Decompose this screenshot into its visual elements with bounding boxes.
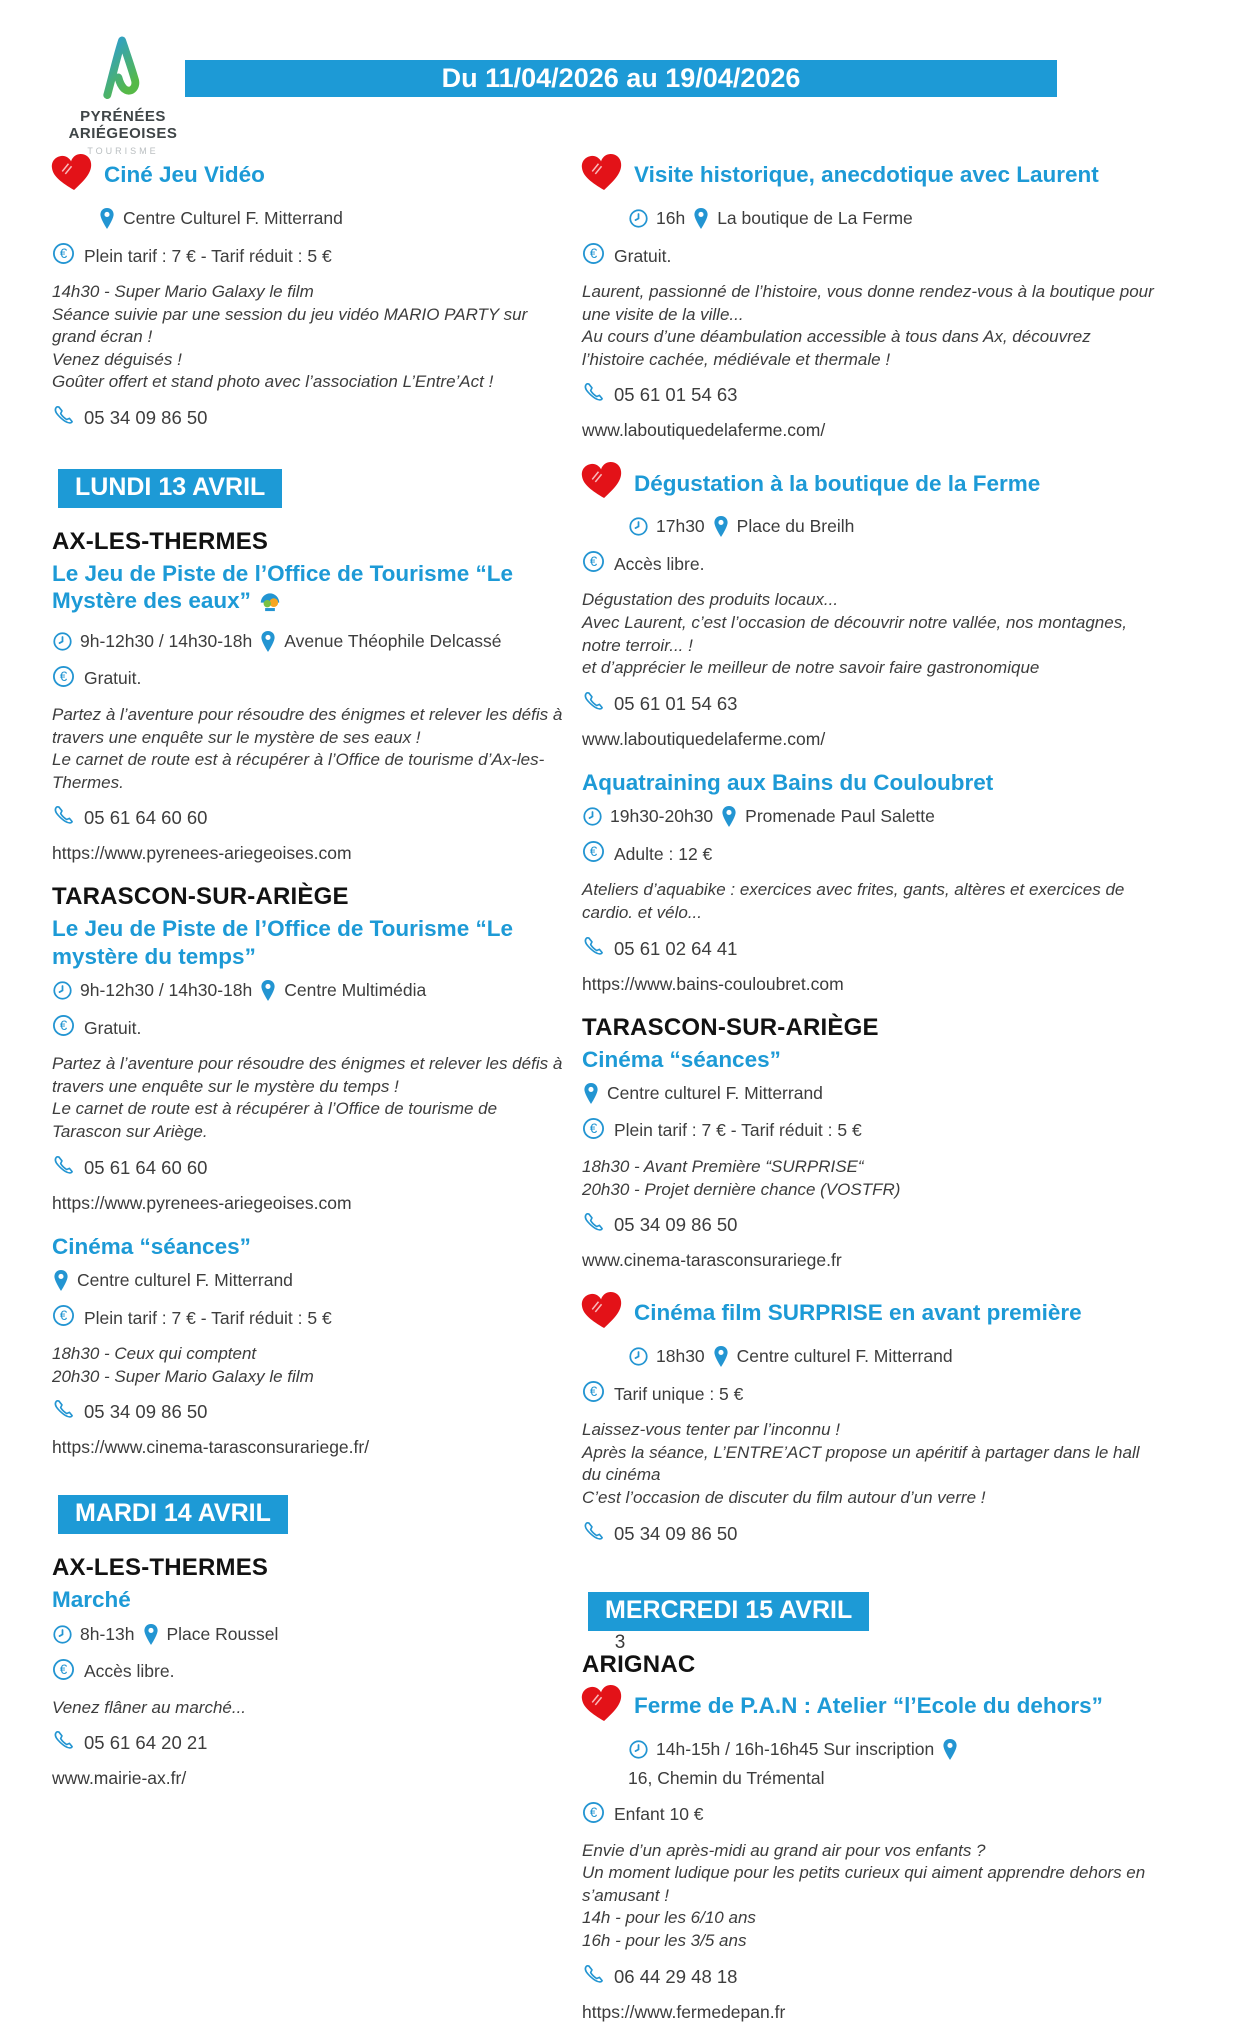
event-phone — [52, 1154, 564, 1182]
clock-icon — [628, 1739, 649, 1760]
heart-icon — [578, 458, 628, 508]
event-title: Cinéma film SURPRISE en avant première — [634, 1300, 1082, 1326]
event-title-row — [52, 560, 564, 621]
event-description-line: 18h30 - Avant Première “SURPRISE“ — [582, 1156, 864, 1176]
event-title: Le Jeu de Piste de l’Office de Tourisme “Le Mystère des eaux” — [52, 560, 564, 621]
event-description-line: Partez à l’aventure pour résoudre des énigmes et relever les défis à travers une enquête sur le mystère de ses eaux ! — [52, 704, 563, 747]
event-time-location — [582, 1082, 1156, 1105]
event-url: www.laboutiquedelaferme.com/ — [582, 420, 826, 441]
event-block — [52, 560, 564, 864]
event-url: https://www.bains-couloubret.com — [582, 973, 844, 994]
event-time-location — [628, 1738, 1156, 1789]
event-price-text: Enfant 10 € — [614, 1804, 704, 1825]
day-banner: MERCREDI 15 AVRIL — [588, 1592, 869, 1631]
event-time-location — [98, 207, 564, 230]
event-phone — [52, 404, 564, 432]
phone-icon — [582, 935, 605, 963]
phone-number: 05 61 64 60 60 — [84, 1156, 208, 1178]
clock-icon — [628, 516, 649, 537]
phone-number: 05 61 64 60 60 — [84, 807, 208, 829]
event-location: Place Roussel — [166, 1623, 279, 1644]
event-description — [582, 1419, 1156, 1509]
event-price-text: Gratuit. — [84, 1017, 142, 1038]
event-time-location — [628, 1345, 1156, 1368]
event-title-row — [52, 152, 564, 198]
euro-icon — [52, 1304, 75, 1332]
event-title-row — [582, 460, 1156, 506]
event-price-text: Gratuit. — [614, 245, 672, 266]
phone-icon — [582, 1963, 605, 1991]
event-block — [52, 1586, 564, 1789]
event-phone — [52, 1398, 564, 1426]
event-phone — [582, 1963, 1156, 1991]
event-block — [52, 1233, 564, 1459]
day-banner-wrap — [52, 1477, 564, 1542]
page-number: 3 — [614, 1632, 626, 1653]
event-description-line: Partez à l’aventure pour résoudre des énigmes et relever les défis à travers une enquête sur le mystère du temps ! — [52, 1054, 563, 1096]
location-pin-icon — [98, 207, 116, 230]
event-price-text: Plein tarif : 7 € - Tarif réduit : 5 € — [614, 1120, 862, 1141]
event-price — [582, 1380, 1156, 1408]
svg-text:€: € — [589, 246, 598, 262]
euro-icon — [582, 840, 605, 868]
event-time-location — [52, 979, 564, 1002]
svg-text:€: € — [589, 1121, 598, 1137]
phone-icon — [52, 404, 75, 432]
phone-icon — [582, 381, 605, 409]
event-location: Centre Multimédia — [284, 980, 427, 1001]
event-time: 9h-12h30 / 14h30-18h — [80, 630, 253, 651]
event-description — [52, 281, 564, 394]
heart-icon — [48, 150, 98, 200]
event-time: 19h30-20h30 — [610, 806, 714, 827]
svg-text:€: € — [589, 554, 598, 570]
event-description-line: C’est l’occasion de discuter du film autour d’un verre ! — [582, 1488, 986, 1508]
location-pin-icon — [720, 805, 738, 828]
euro-icon — [582, 1117, 605, 1145]
event-time: 17h30 — [656, 516, 705, 537]
phone-number: 06 44 29 48 18 — [614, 1965, 738, 1987]
event-location: Avenue Théophile Delcassé — [284, 630, 502, 651]
event-time-location — [52, 1269, 564, 1292]
event-title: Cinéma “séances” — [52, 1233, 251, 1259]
event-description — [52, 704, 564, 794]
event-description-line: Au cours d’une déambulation accessible à tous dans Ax, découvrez l’histoire cachée, médiévale et thermale ! — [582, 327, 1091, 369]
event-phone — [582, 690, 1156, 718]
event-description-line: Envie d’un après-midi au grand air pour vos enfants ? — [582, 1840, 986, 1860]
event-price-text: Plein tarif : 7 € - Tarif réduit : 5 € — [84, 245, 332, 266]
euro-icon — [582, 1380, 605, 1408]
event-title: Dégustation à la boutique de la Ferme — [634, 470, 1041, 496]
euro-icon — [582, 1801, 605, 1829]
event-price-text: Accès libre. — [614, 553, 705, 574]
event-title: Ciné Jeu Vidéo — [104, 162, 265, 188]
logo-text-line1: PYRÉNÉES — [80, 108, 166, 125]
event-location: 16, Chemin du Trémental — [628, 1767, 825, 1788]
city-heading: AX-LES-THERMES — [52, 1554, 269, 1582]
event-url: www.laboutiquedelaferme.com/ — [582, 728, 826, 749]
event-url: www.cinema-tarasconsurariege.fr — [582, 1250, 842, 1271]
event-price — [582, 1117, 1156, 1145]
event-block — [582, 152, 1156, 441]
event-title-row — [582, 1046, 1156, 1073]
city-heading: AX-LES-THERMES — [52, 528, 269, 556]
event-price — [52, 1658, 564, 1686]
phone-number: 05 61 01 54 63 — [614, 384, 738, 406]
event-title-row — [582, 1290, 1156, 1336]
event-description-line: Dégustation des produits locaux... — [582, 590, 839, 610]
event-url: https://www.cinema-tarasconsurariege.fr/ — [52, 1437, 370, 1458]
event-description-line: 20h30 - Projet dernière chance (VOSTFR) — [582, 1179, 901, 1199]
phone-icon — [582, 1520, 605, 1548]
euro-icon — [52, 1014, 75, 1042]
event-title: Le Jeu de Piste de l’Office de Tourisme “Le mystère du temps” — [52, 916, 513, 969]
event-block — [582, 769, 1156, 995]
event-location: Centre Culturel F. Mitterrand — [123, 208, 343, 228]
event-description-line: Le carnet de route est à récupérer à l’Office de tourisme de Tarascon sur Ariège. — [52, 1099, 498, 1142]
event-title-row — [52, 915, 564, 970]
event-description-line: 14h30 - Super Mario Galaxy le film — [52, 282, 314, 301]
svg-text:€: € — [59, 246, 68, 262]
event-location: Centre culturel F. Mitterrand — [607, 1082, 823, 1103]
city-heading: TARASCON-SUR-ARIÈGE — [52, 883, 349, 911]
event-description-line: Après la séance, L’ENTRE’ACT propose un apéritif à partager dans le hall du cinéma — [582, 1442, 1140, 1485]
city-heading: TARASCON-SUR-ARIÈGE — [582, 1013, 879, 1041]
event-description-line: Goûter offert et stand photo avec l’association L’Entre’Act ! — [52, 372, 494, 392]
event-description — [582, 1156, 1156, 1201]
event-phone — [52, 804, 564, 832]
phone-icon — [52, 1154, 75, 1182]
clock-icon — [52, 980, 73, 1001]
event-time: 16h — [656, 208, 686, 228]
phone-icon — [52, 1729, 75, 1757]
clock-icon — [628, 1346, 649, 1367]
event-description — [582, 589, 1156, 679]
event-badge-icon — [257, 594, 283, 619]
event-title-row — [582, 1683, 1156, 1729]
location-pin-icon — [692, 207, 710, 230]
event-phone — [582, 1520, 1156, 1548]
event-url: https://www.fermedepan.fr — [582, 2001, 786, 2022]
location-pin-icon — [712, 515, 730, 538]
event-time: 18h30 — [656, 1346, 705, 1367]
event-location: Place du Breilh — [736, 516, 855, 537]
event-title-row — [52, 1233, 564, 1260]
event-title-row — [52, 1586, 564, 1613]
event-phone — [582, 1211, 1156, 1239]
event-description-line: Ateliers d’aquabike : exercices avec frites, gants, altères et exercices de cardio. et vélo... — [582, 880, 1125, 922]
event-block — [582, 1046, 1156, 1272]
event-description — [582, 879, 1156, 924]
event-title: Ferme de P.A.N : Atelier “l’Ecole du dehors” — [634, 1692, 1103, 1718]
event-description-line: Un moment ludique pour les petits curieux qui aiment apprendre dehors en s’amusant ! — [582, 1863, 1146, 1905]
phone-number: 05 34 09 86 50 — [614, 1522, 738, 1544]
event-location: Centre culturel F. Mitterrand — [736, 1346, 953, 1367]
event-block — [582, 1683, 1156, 2023]
phone-number: 05 61 02 64 41 — [614, 937, 738, 959]
logo-a-icon — [95, 34, 151, 108]
phone-number: 05 34 09 86 50 — [84, 407, 208, 429]
event-time: 14h-15h / 16h-16h45 Sur inscription — [656, 1738, 935, 1759]
event-time-location — [582, 805, 1156, 828]
event-description-line: Avec Laurent, c’est l’occasion de découvrir notre vallée, nos montagnes, notre terroir... ! — [582, 613, 1127, 655]
event-phone — [52, 1729, 564, 1757]
euro-icon — [52, 1658, 75, 1686]
event-title: Aquatraining aux Bains du Couloubret — [582, 769, 994, 795]
right-column — [582, 148, 1156, 2042]
event-description-line: Venez déguisés ! — [52, 349, 182, 369]
location-pin-icon — [259, 630, 277, 653]
euro-icon — [582, 550, 605, 578]
event-description-line: et d’apprécier le meilleur de notre savoir faire gastronomique — [582, 658, 1040, 678]
heart-icon — [578, 150, 628, 200]
euro-icon — [52, 665, 75, 693]
event-block — [52, 915, 564, 1213]
clock-icon — [582, 806, 603, 827]
event-description — [52, 1697, 564, 1720]
event-time-location — [628, 207, 1156, 230]
event-description-line: Laissez-vous tenter par l’inconnu ! — [582, 1420, 840, 1440]
phone-number: 05 61 01 54 63 — [614, 692, 738, 714]
event-description-line: 18h30 - Ceux qui comptent — [52, 1344, 257, 1364]
logo-text-line2: ARIÉGEOISES — [68, 125, 178, 143]
date-range-banner: Du 11/04/2026 au 19/04/2026 — [185, 60, 1057, 97]
event-price — [52, 1014, 564, 1042]
phone-number: 05 61 64 20 21 — [84, 1732, 208, 1754]
pyrenees-ariegeoises-logo — [58, 34, 188, 156]
event-title-row — [582, 152, 1156, 198]
event-description-line: Le carnet de route est à récupérer à l’Office de tourisme d’Ax-les-Thermes. — [52, 750, 545, 792]
event-price — [52, 242, 564, 270]
day-banner: LUNDI 13 AVRIL — [58, 469, 282, 508]
day-banner-wrap — [52, 451, 564, 516]
location-pin-icon — [582, 1082, 600, 1105]
event-title-row — [582, 769, 1156, 796]
event-description — [52, 1343, 564, 1388]
event-description-line: Séance suivie par une session du jeu vidéo MARIO PARTY sur grand écran ! — [52, 304, 528, 347]
event-price — [582, 550, 1156, 578]
event-description-line: 16h - pour les 3/5 ans — [582, 1931, 747, 1951]
svg-text:€: € — [59, 1018, 68, 1034]
event-phone — [582, 381, 1156, 409]
event-description-line: Venez flâner au marché... — [52, 1697, 247, 1717]
event-location: Centre culturel F. Mitterrand — [77, 1270, 293, 1291]
left-column — [52, 145, 564, 1808]
event-time: 8h-13h — [80, 1623, 135, 1644]
event-block — [582, 460, 1156, 749]
location-pin-icon — [52, 1269, 70, 1292]
event-price — [52, 665, 564, 693]
event-price-text: Tarif unique : 5 € — [614, 1383, 744, 1404]
euro-icon — [52, 242, 75, 270]
event-price — [52, 1304, 564, 1332]
phone-number: 05 34 09 86 50 — [614, 1214, 738, 1236]
clock-icon — [628, 208, 649, 229]
event-description-line: Laurent, passionné de l’histoire, vous donne rendez-vous à la boutique pour une visite de la ville... — [582, 282, 1154, 324]
event-description — [582, 281, 1156, 371]
phone-icon — [582, 1211, 605, 1239]
phone-icon — [52, 804, 75, 832]
svg-text:€: € — [589, 1384, 598, 1400]
city-heading: ARIGNAC — [582, 1650, 696, 1678]
location-pin-icon — [259, 979, 277, 1002]
event-url: www.mairie-ax.fr/ — [52, 1768, 187, 1789]
event-block — [52, 152, 564, 432]
event-block — [582, 1290, 1156, 1547]
svg-text:€: € — [589, 844, 598, 860]
event-price-text: Gratuit. — [84, 668, 142, 689]
logo-text-line3: TOURISME — [87, 145, 159, 156]
phone-icon — [52, 1398, 75, 1426]
event-time-location — [628, 515, 1156, 538]
heart-icon — [578, 1288, 628, 1338]
event-time: 9h-12h30 / 14h30-18h — [80, 980, 253, 1001]
event-price-text: Plein tarif : 7 € - Tarif réduit : 5 € — [84, 1307, 332, 1328]
event-description-line: 14h - pour les 6/10 ans — [582, 1908, 756, 1928]
location-pin-icon — [712, 1345, 730, 1368]
heart-icon — [578, 1680, 628, 1730]
event-location: La boutique de La Ferme — [717, 208, 913, 228]
event-price — [582, 840, 1156, 868]
event-price — [582, 242, 1156, 270]
location-pin-icon — [941, 1738, 959, 1761]
day-banner: MARDI 14 AVRIL — [58, 1495, 288, 1534]
event-title: Cinéma “séances” — [582, 1046, 781, 1072]
event-price-text: Accès libre. — [84, 1661, 175, 1682]
event-description-line: 20h30 - Super Mario Galaxy le film — [52, 1366, 314, 1386]
phone-number: 05 34 09 86 50 — [84, 1401, 208, 1423]
day-banner-wrap — [582, 1574, 1156, 1639]
phone-icon — [582, 690, 605, 718]
svg-text:€: € — [59, 1308, 68, 1324]
svg-text:€: € — [59, 669, 68, 685]
event-url: https://www.pyrenees-ariegeoises.com — [52, 843, 352, 864]
clock-icon — [52, 631, 73, 652]
event-description — [582, 1840, 1156, 1953]
svg-text:€: € — [589, 1804, 598, 1820]
event-time-location — [52, 630, 564, 653]
event-phone — [582, 935, 1156, 963]
svg-text:€: € — [59, 1661, 68, 1677]
event-price — [582, 1801, 1156, 1829]
event-title: Visite historique, anecdotique avec Laurent — [634, 162, 1099, 188]
event-description — [52, 1053, 564, 1143]
event-price-text: Adulte : 12 € — [614, 843, 713, 864]
event-url: https://www.pyrenees-ariegeoises.com — [52, 1192, 352, 1213]
event-location: Promenade Paul Salette — [745, 806, 935, 827]
event-title: Marché — [52, 1587, 131, 1613]
euro-icon — [582, 242, 605, 270]
